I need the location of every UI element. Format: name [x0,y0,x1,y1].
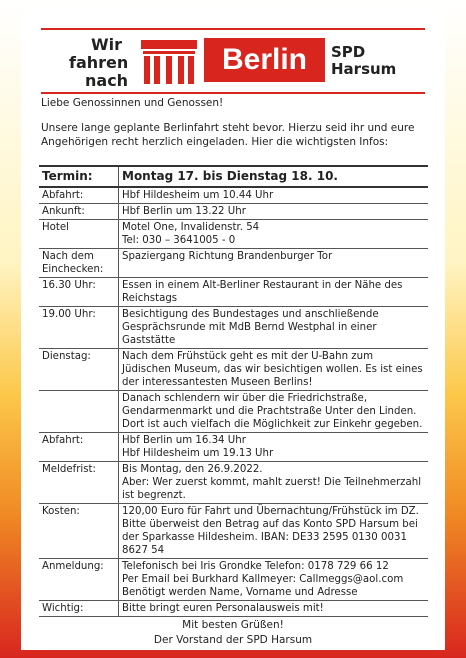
flyer-sheet [21,10,445,650]
row-value [119,187,429,204]
closing-greeting: Mit besten Grüßen! [182,619,284,631]
table-row [39,278,428,307]
row-value-line: Benötigt werden Name, Vorname und Adresse [122,587,358,598]
intro-text: Unsere lange geplante Berlinfahrt steht bevor. Hierzu seid ihr und eure Angehörigen recht herzlich eingeladen. Hier die wichtigsten Infos: [41,122,415,148]
row-label: Abfahrt: [39,187,119,204]
header-nach: nach [85,71,129,90]
header-wir: Wir [91,35,123,54]
row-value [119,433,429,462]
row-label: 19.00 Uhr: [39,307,119,349]
row-value-line: Danach schlendern wir über die Friedrichstraße, Gendarmenmarkt und die Prachtstraße Unter den Linden. Dort ist auch vielfach die Möglichkeit zur Einkehr gegeben. [122,393,423,430]
table-row [39,220,428,249]
row-value [119,462,429,504]
row-value-line: Hbf Berlin um 13.22 Uhr [122,206,246,217]
row-value-line: Bis Montag, den 26.9.2022. [122,464,263,475]
row-label: Anmeldung: [39,559,119,601]
row-label: 16.30 Uhr: [39,278,119,307]
table-row [39,204,428,220]
row-value-line: Spaziergang Richtung Brandenburger Tor [122,251,333,262]
header-top-rule [41,28,425,30]
row-label: Abfahrt: [39,433,119,462]
flyer-header [41,28,425,96]
table-row [39,433,428,462]
info-table [39,165,428,617]
row-value [119,249,429,278]
table-row [39,504,428,559]
salutation: Liebe Genossinnen und Genossen! [41,97,224,109]
row-label: Nach dem Einchecken: [39,249,119,278]
row-value-line: Besichtigung des Bundestages und anschließende Gesprächsrunde mit MdB Bernd Westphal in einer Gaststätte [122,309,379,346]
header-bottom-rule [41,92,425,94]
row-label: Hotel [39,220,119,249]
table-row [39,462,428,504]
row-value [119,307,429,349]
header-fahren: fahren [69,53,129,72]
row-label [39,391,119,433]
row-label: Kosten: [39,504,119,559]
termin-value: Montag 17. bis Dienstag 18. 10. [119,166,429,187]
row-value-line: Hbf Hildesheim um 19.13 Uhr [122,448,274,459]
row-value-line: Tel: 030 – 3641005 - 0 [122,235,236,246]
row-value-line: Bitte überweist den Betrag auf das Konto SPD Harsum bei der Sparkasse Hildesheim. IBAN: DE33 2595 0130 0031 8627 54 [122,519,418,556]
row-value [119,220,429,249]
row-label: Ankunft: [39,204,119,220]
table-header-row [39,166,428,187]
row-value-line: Bitte bringt euren Personalausweis mit! [122,603,324,614]
table-row [39,349,428,391]
header-spd: SPD [331,43,366,61]
row-value-line: Essen in einem Alt-Berliner Restaurant in der Nähe des Reichstags [122,280,403,304]
header-berlin: Berlin [204,38,325,82]
row-value-line: Per Email bei Burkhard Kallmeyer: Callmeggs@aol.com [122,574,404,585]
row-value [119,278,429,307]
table-row [39,601,428,617]
row-value [119,504,429,559]
row-value-line: Aber: Wer zuerst kommt, mahlt zuerst! Die Teilnehmerzahl ist begrenzt. [122,477,422,501]
row-value-line: 120,00 Euro für Fahrt und Übernachtung/Frühstück im DZ. [122,506,419,517]
closing-signature: Der Vorstand der SPD Harsum [153,634,313,646]
row-label: Meldefrist: [39,462,119,504]
header-harsum: Harsum [331,60,397,78]
row-value [119,391,429,433]
table-row [39,391,428,433]
row-value-line: Nach dem Frühstück geht es mit der U-Bahn zum Jüdischen Museum, das wir besichtigen wollen. Es ist eines der interessantesten Museen Berlins! [122,351,423,388]
table-row [39,307,428,349]
table-row [39,187,428,204]
row-value-line: Hbf Berlin um 16.34 Uhr [122,435,246,446]
row-value-line: Motel One, Invalidenstr. 54 [122,222,260,233]
table-row [39,559,428,601]
row-value [119,204,429,220]
row-label: Wichtig: [39,601,119,617]
termin-label: Termin: [39,166,119,187]
row-value [119,559,429,601]
row-value [119,601,429,617]
row-label: Dienstag: [39,349,119,391]
closing [21,618,445,648]
row-value [119,349,429,391]
table-row [39,249,428,278]
brandenburger-tor-logo [141,40,197,86]
row-value-line: Hbf Hildesheim um 10.44 Uhr [122,190,274,201]
row-value-line: Telefonisch bei Iris Grondke Telefon: 0178 729 66 12 [122,561,389,572]
